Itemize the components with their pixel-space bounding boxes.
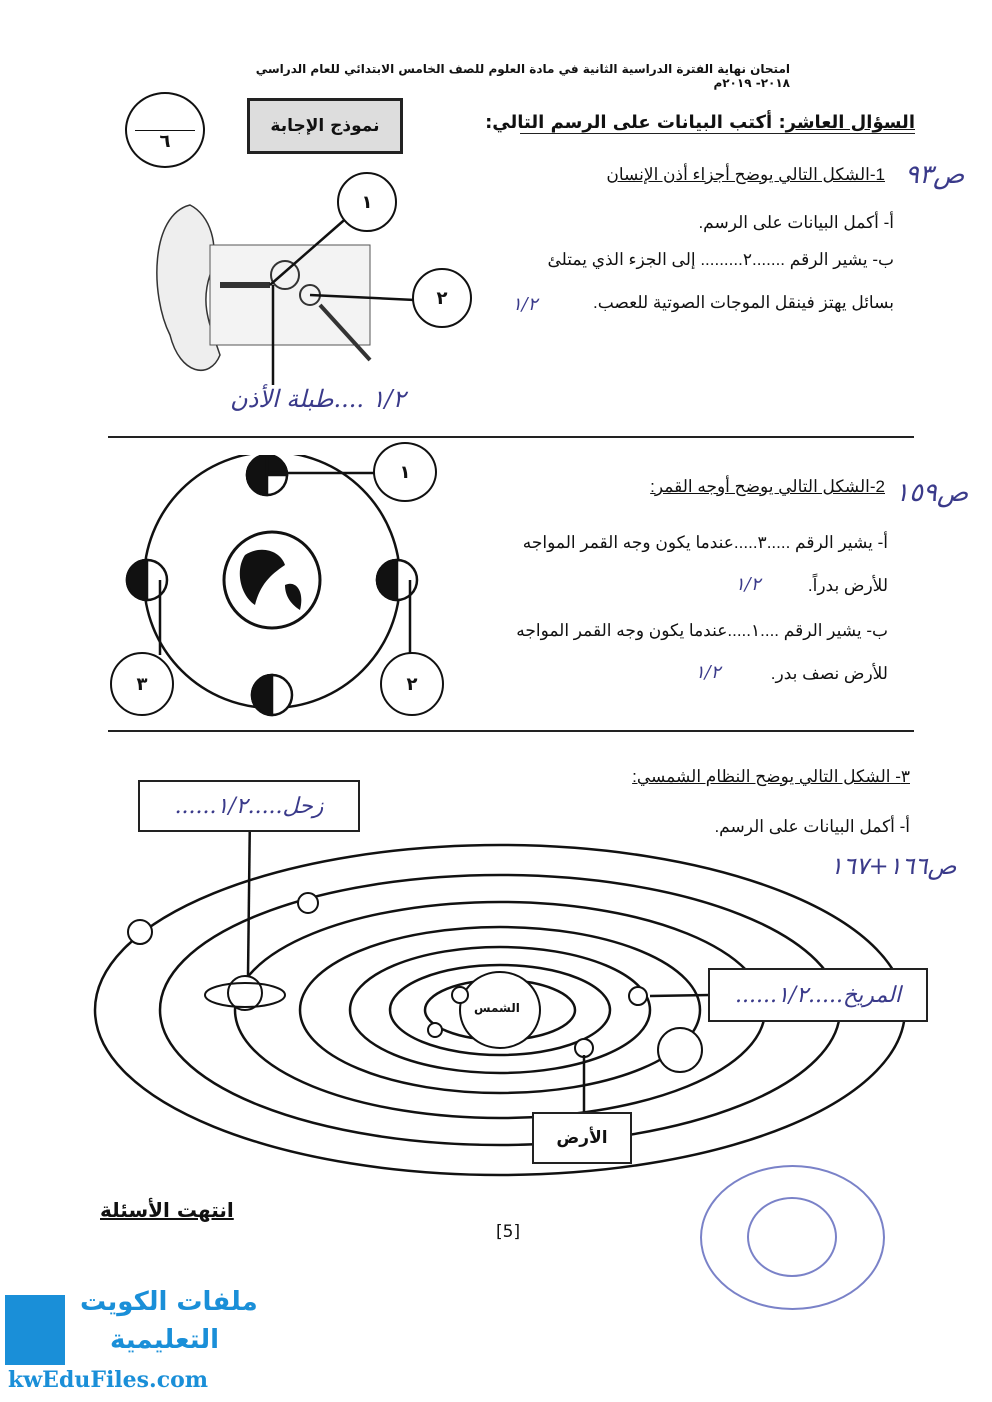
official-stamp: [700, 1165, 885, 1310]
end-of-questions: انتهت الأسئلة: [100, 1198, 234, 1222]
sun-label: الشمس: [474, 1001, 520, 1015]
saturn-answer-box: ......زحل.....١/٢: [138, 780, 360, 832]
s2-b1: ب- يشير الرقم ....١.....عندما يكون وجه القمر المواجه: [516, 621, 888, 640]
s2-title: 2-الشكل التالي يوضح أوجه القمر:: [650, 477, 885, 496]
s2-b2: للأرض نصف بدر.: [770, 664, 888, 683]
earth-label: الأرض: [532, 1112, 632, 1164]
score-denominator: ٦: [159, 131, 171, 152]
mars-answer-box: ......المريخ.....١/٢: [708, 968, 928, 1022]
s3-title: ٣- الشكل التالي يوضح النظام الشمسي:: [632, 767, 910, 786]
question-heading: [485, 112, 915, 134]
s1-title: 1-الشكل التالي يوضح أجزاء أذن الإنسان: [606, 165, 885, 184]
s2-a2: للأرض بدراً.: [807, 576, 888, 595]
moon-label-2: ٢: [380, 652, 444, 716]
page-ref-2: ص١٥٩: [895, 478, 969, 508]
question-text: : أكتب البيانات على الرسم التالي:: [485, 112, 786, 133]
s1-mark: ١/٢: [512, 294, 538, 315]
s2-mark-a: ١/٢: [735, 574, 761, 595]
s1-b1: ب- يشير الرقم .......٢......... إلى الجزء الذي يمتلئ: [547, 250, 894, 269]
ear-label-1: ١: [337, 172, 397, 232]
s2-a1: أ- يشير الرقم .....٣.....عندما يكون وجه القمر المواجه: [522, 533, 888, 552]
ear-answer: ١/٢ ....طبلة الأذن: [230, 385, 406, 413]
page-ref-3: ص١٦٦+١٦٧: [830, 852, 957, 880]
moon-label-1: ١: [373, 442, 437, 502]
s1-a: أ- أكمل البيانات على الرسم.: [698, 213, 894, 232]
exam-header: امتحان نهاية الفترة الدراسية الثانية في مادة العلوم للصف الخامس الابتدائي للعام الدراسي ٢٠١٨- ٢٠١٩م: [255, 62, 790, 90]
question-title: السؤال العاشر: [785, 112, 915, 133]
ear-label-2: ٢: [412, 268, 472, 328]
model-answer-box: نموذج الإجابة: [247, 98, 403, 154]
logo-site: kwEduFiles.com: [8, 1367, 209, 1393]
page-number: [5]: [496, 1222, 521, 1242]
s2-mark-b: ١/٢: [695, 662, 721, 683]
logo-line2: التعليمية: [110, 1325, 220, 1355]
s3-a: أ- أكمل البيانات على الرسم.: [714, 817, 910, 836]
divider: [108, 436, 914, 438]
page-ref-1: ص٩٣: [905, 160, 965, 190]
site-logo: [0, 1285, 258, 1400]
s1-b2: بسائل يهتز فينقل الموجات الصوتية للعصب.: [592, 293, 894, 312]
score-circle: [125, 92, 205, 168]
moon-label-3: ٣: [110, 652, 174, 716]
divider: [108, 730, 914, 732]
logo-line1: ملفات الكويت: [80, 1287, 258, 1317]
